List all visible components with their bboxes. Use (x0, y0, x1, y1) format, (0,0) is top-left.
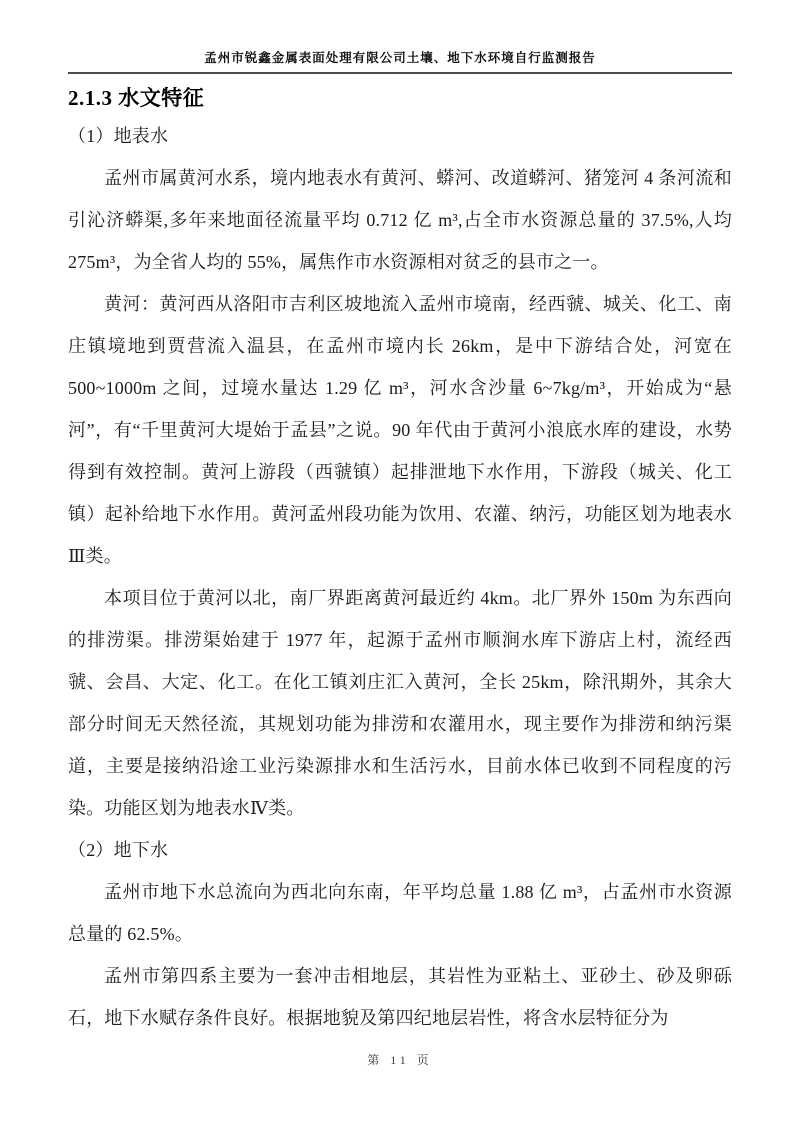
paragraph-quaternary-strata: 孟州市第四系主要为一套冲击相地层，其岩性为亚粘土、亚砂土、砂及卵砾石，地下水赋存条件良好。根据地貌及第四纪地层岩性，将含水层特征分为 (68, 966, 732, 1028)
page-header (68, 50, 732, 74)
section-heading: 2.1.3 水文特征 (68, 86, 205, 110)
subheading-surface-water: （1）地表水 (68, 126, 169, 146)
paragraph-project-location: 本项目位于黄河以北，南厂界距离黄河最近约 4km。北厂界外 150m 为东西向的排涝渠。排涝渠始建于 1977 年，起源于孟州市顺涧水库下游店上村，流经西虢、会昌、大定、化工。在化工镇刘庄汇入黄河，全长 25km，除汛期外，其余大部分时间无天然径流，其规划功能为排涝和农灌用水，现主要作为排涝和纳污渠道，主要是接纳沿途工业污染源排水和生活污水，目前水体已收到不同程度的污染。功能区划为地表水Ⅳ类。 (68, 588, 732, 818)
page-footer (0, 1052, 800, 1068)
paragraph-groundwater-flow: 孟州市地下水总流向为西北向东南，年平均总量 1.88 亿 m³，占孟州市水资源总量的 62.5%。 (68, 882, 732, 944)
paragraph-river-system: 孟州市属黄河水系，境内地表水有黄河、蟒河、改道蟒河、猪笼河 4 条河流和引沁济蟒渠,多年来地面径流量平均 0.712 亿 m³,占全市水资源总量的 37.5%,人均 275m³，为全省人均的 55%，属焦作市水资源相对贫乏的县市之一。 (68, 168, 732, 272)
paragraph-yellow-river: 黄河：黄河西从洛阳市吉利区坡地流入孟州市境南，经西虢、城关、化工、南庄镇境地到贾营流入温县，在孟州市境内长 26km，是中下游结合处，河宽在 500~1000m 之间，过境水量达 1.29 亿 m³，河水含沙量 6~7kg/m³，开始成为“悬河”，有“千里黄河大堤始于孟县”之说。90 年代由于黄河小浪底水库的建设，水势得到有效控制。黄河上游段（西虢镇）起排泄地下水作用，下游段（城关、化工镇）起补给地下水作用。黄河孟州段功能为饮用、农灌、纳污，功能区划为地表水Ⅲ类。 (68, 294, 732, 566)
header-title: 孟州市锐鑫金属表面处理有限公司土壤、地下水环境自行监测报告 (204, 51, 596, 65)
subheading-groundwater: （2）地下水 (68, 840, 169, 860)
document-body (68, 115, 732, 1039)
footer-page-number: 第 11 页 (367, 1053, 433, 1067)
